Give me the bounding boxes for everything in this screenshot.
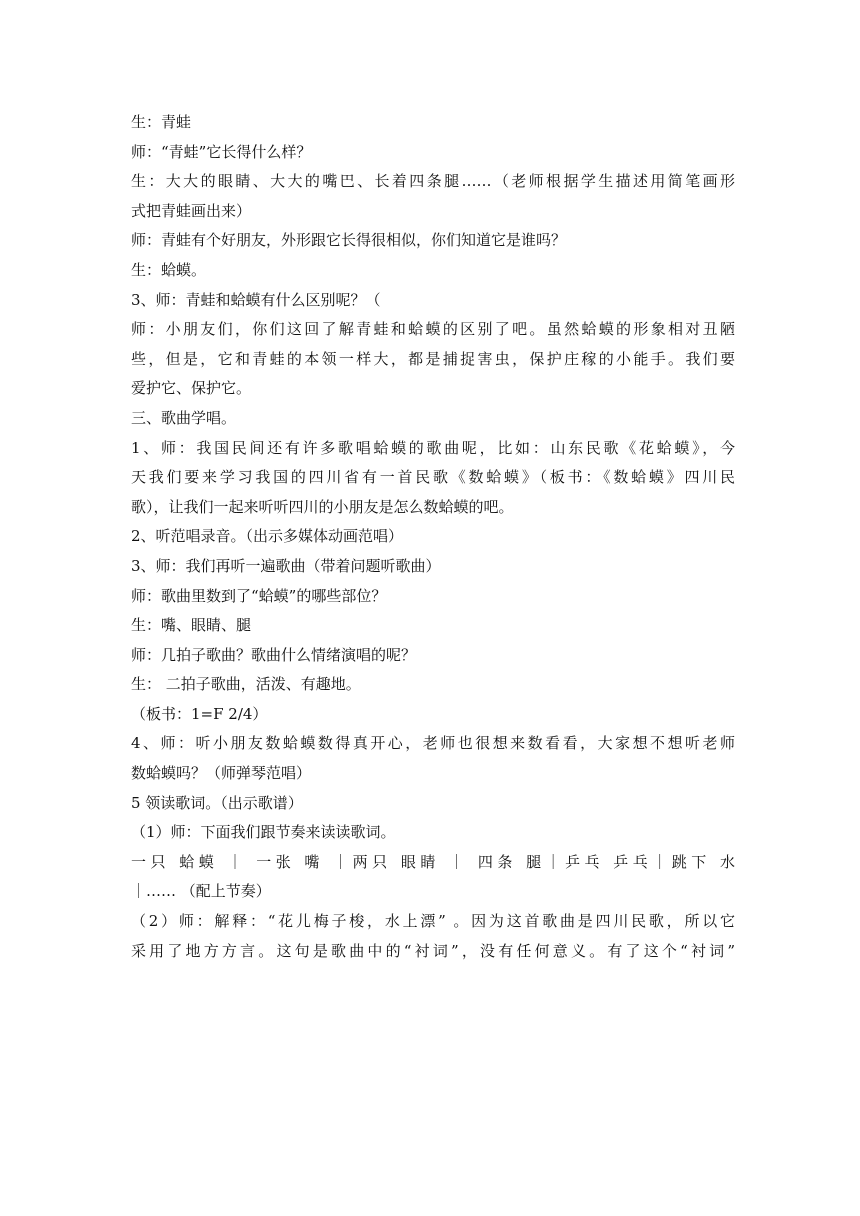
text-line: 生：大大的眼睛、大大的嘴巴、长着四条腿……（老师根据学生描述用简笔画形 — [131, 172, 735, 191]
text-line: 1、师：我国民间还有许多歌唱蛤蟆的歌曲呢，比如：山东民歌《花蛤蟆》，今 — [131, 438, 735, 457]
text-line: 生：嘴、眼睛、腿 — [131, 616, 252, 635]
text-line: 数蛤蟆吗？（师弹琴范唱） — [131, 764, 312, 783]
section-heading: 三、歌曲学唱。 — [131, 408, 237, 427]
text-line: 生： 二拍子歌曲，活泼、有趣地。 — [131, 675, 361, 694]
text-line: 爱护它、保护它。 — [131, 379, 252, 398]
text-line: 4、师：听小朋友数蛤蟆数得真开心，老师也很想来数看看，大家想不想听老师 — [131, 734, 735, 753]
text-line: 5 领读歌词。（出示歌谱） — [131, 793, 303, 812]
rhythm-line: 一只 蛤蟆 ｜ 一张 嘴 ｜两只 眼睛 ｜ 四条 腿｜乒乓 乒乓｜跳下 水 — [131, 852, 735, 871]
text-line: 师：歌曲里数到了“蛤蟆”的哪些部位？ — [131, 586, 387, 605]
text-line: 天我们要来学习我国的四川省有一首民歌《数蛤蟆》（板书：《数蛤蟆》四川民 — [131, 468, 735, 487]
text-line: 式把青蛙画出来） — [131, 201, 252, 220]
text-line: （板书：1=F 2/4） — [131, 704, 268, 723]
document-body — [131, 108, 735, 966]
text-line: 师：“青蛙”它长得什么样？ — [131, 142, 312, 161]
text-line: 2、听范唱录音。（出示多媒体动画范唱） — [131, 527, 404, 546]
text-line: 师：几拍子歌曲？歌曲什么情绪演唱的呢？ — [131, 645, 417, 664]
text-line: 师：青蛙有个好朋友，外形跟它长得很相似，你们知道它是谁吗？ — [131, 231, 567, 250]
text-line: 些，但是，它和青蛙的本领一样大，都是捕捉害虫，保护庄稼的小能手。我们要 — [131, 349, 735, 368]
text-line: 生：青蛙 — [131, 113, 192, 131]
text-line: （1）师：下面我们跟节奏来读读歌词。 — [131, 823, 396, 842]
text-line: 生：蛤蟆。 — [131, 260, 207, 279]
text-line: 歌），让我们一起来听听四川的小朋友是怎么数蛤蟆的吧。 — [131, 497, 514, 516]
text-line: 3、师：青蛙和蛤蟆有什么区别呢？（ — [131, 290, 381, 309]
rhythm-line: ｜…… （配上节奏） — [131, 882, 271, 901]
text-line: （2）师：解释：“花儿梅子梭，水上漂” 。因为这首歌曲是四川民歌，所以它 — [131, 912, 735, 931]
text-line: 师：小朋友们，你们这回了解青蛙和蛤蟆的区别了吧。虽然蛤蟆的形象相对丑陋 — [131, 320, 735, 339]
text-line: 3、师：我们再听一遍歌曲（带着问题听歌曲） — [131, 556, 441, 575]
text-line: 采用了地方方言。这句是歌曲中的“衬词”，没有任何意义。有了这个“衬词” — [131, 941, 735, 960]
